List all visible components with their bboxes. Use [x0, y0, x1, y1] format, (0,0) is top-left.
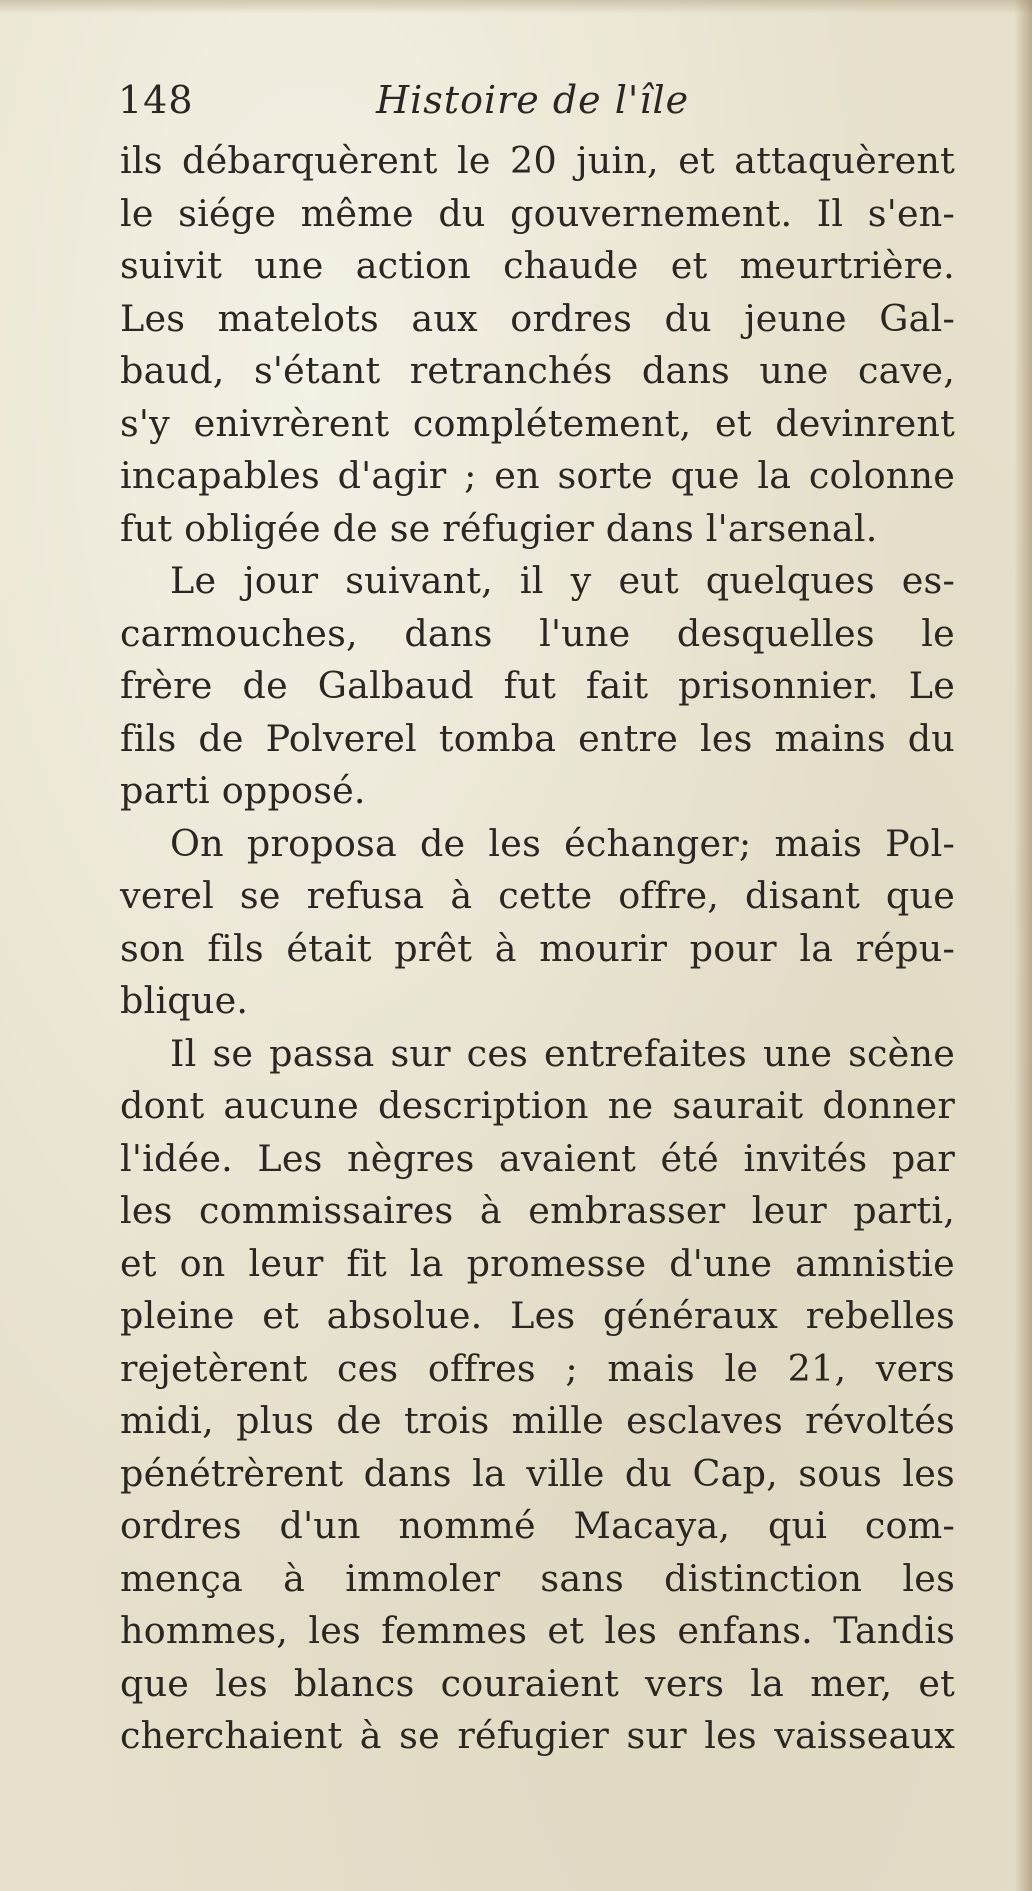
text-line: cherchaient à se réfugier sur les vaisseaux [120, 1714, 955, 1757]
paragraph-start-line: On proposa de les échanger; mais Pol- [170, 821, 955, 865]
text-line: ordres d'un nommé Macaya, qui com- [120, 1504, 955, 1547]
text-line: s'y enivrèrent complétement, et devinrent [120, 401, 955, 445]
text-line: suivit une action chaude et meurtrière. [120, 244, 955, 287]
text-line: les commissaires à embrasser leur parti, [120, 1189, 955, 1232]
text-line: rejetèrent ces offres ; mais le 21, vers [120, 1346, 955, 1390]
text-line: ils débarquèrent le 20 juin, et attaquèrent [120, 139, 955, 182]
text-line: fut obligée de se réfugier dans l'arsenal. [120, 506, 878, 550]
paragraph-start-line: Il se passa sur ces entrefaites une scène [170, 1031, 955, 1075]
text-line: carmouches, dans l'une desquelles le [120, 611, 955, 655]
text-line: son fils était prêt à mourir pour la répu- [120, 926, 955, 970]
running-title: Histoire de l'île [376, 78, 690, 122]
page-number: 148 [118, 78, 194, 122]
page-top-shadow [0, 0, 1032, 14]
page-right-shadow [1014, 0, 1032, 1891]
text-line: baud, s'étant retranchés dans une cave, [120, 349, 955, 392]
text-line: mença à immoler sans distinction les [120, 1556, 955, 1600]
text-line: l'idée. Les nègres avaient été invités par [120, 1136, 955, 1180]
text-line: hommes, les femmes et les enfans. Tandis [120, 1609, 955, 1652]
running-head [118, 78, 958, 128]
text-line: le siége même du gouvernement. Il s'en- [120, 191, 955, 235]
text-line: fils de Polverel tomba entre les mains du [120, 716, 955, 760]
text-line: verel se refusa à cette offre, disant que [120, 874, 955, 917]
text-line: et on leur fit la promesse d'une amnistie [120, 1241, 955, 1285]
text-line: parti opposé. [120, 769, 366, 812]
text-line: blique. [120, 979, 249, 1022]
text-line: que les blancs couraient vers la mer, et [120, 1661, 955, 1705]
body-text [120, 135, 955, 1763]
text-line: midi, plus de trois mille esclaves révoltés [120, 1399, 955, 1442]
text-line: frère de Galbaud fut fait prisonnier. Le [120, 664, 955, 707]
text-line: pleine et absolue. Les généraux rebelles [120, 1294, 955, 1337]
text-line: Les matelots aux ordres du jeune Gal- [120, 296, 955, 340]
text-line: pénétrèrent dans la ville du Cap, sous les [120, 1451, 955, 1495]
text-line: dont aucune description ne saurait donner [120, 1084, 955, 1127]
text-line: incapables d'agir ; en sorte que la colonne [120, 454, 955, 497]
paragraph-start-line: Le jour suivant, il y eut quelques es- [170, 559, 955, 602]
